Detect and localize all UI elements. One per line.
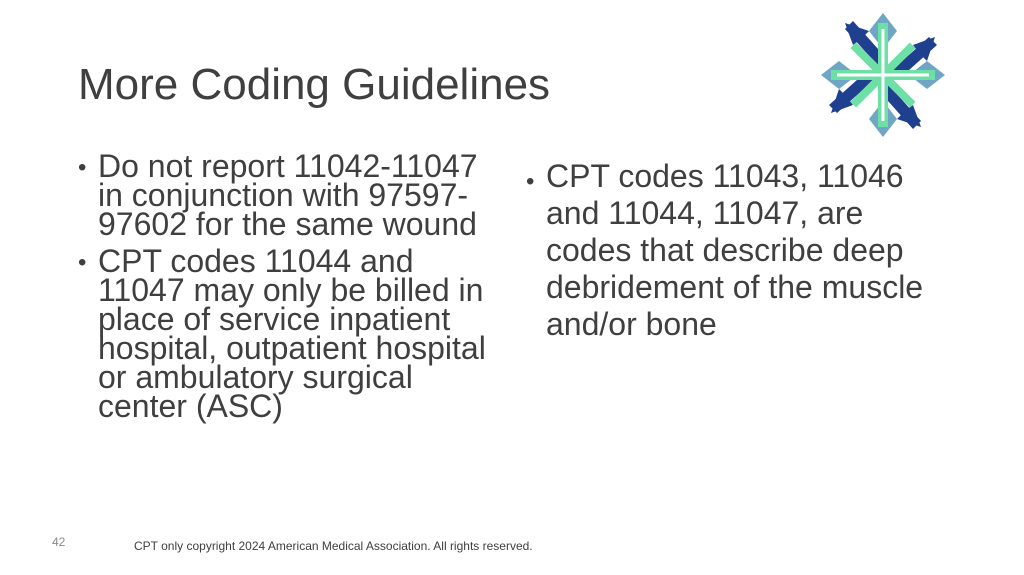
- list-item: [526, 158, 946, 343]
- page-number: 42: [52, 535, 66, 549]
- bullet-text: CPT codes 11044 and 11047 may only be billed in place of service inpatient hospital, outpatient hospital or ambulatory surgical center (ASC): [98, 243, 486, 424]
- list-item: [78, 148, 488, 242]
- bullet-text: Do not report 11042-11047 in conjunction with 97597-97602 for the same wound: [98, 148, 478, 242]
- right-bullet-list: [526, 158, 946, 343]
- bullet-icon: •: [526, 168, 535, 195]
- list-item: [78, 243, 488, 424]
- bullet-icon: •: [78, 249, 87, 276]
- bullet-text: CPT codes 11043, 11046 and 11044, 11047, are codes that describe deep debridement of the muscle and/or bone: [546, 158, 924, 342]
- left-bullet-list: [78, 148, 488, 429]
- copyright-notice: CPT only copyright 2024 American Medical Association. All rights reserved.: [134, 539, 533, 553]
- slide-title: More Coding Guidelines: [78, 60, 551, 109]
- bullet-icon: •: [78, 154, 87, 181]
- star-logo-icon: [816, 8, 950, 142]
